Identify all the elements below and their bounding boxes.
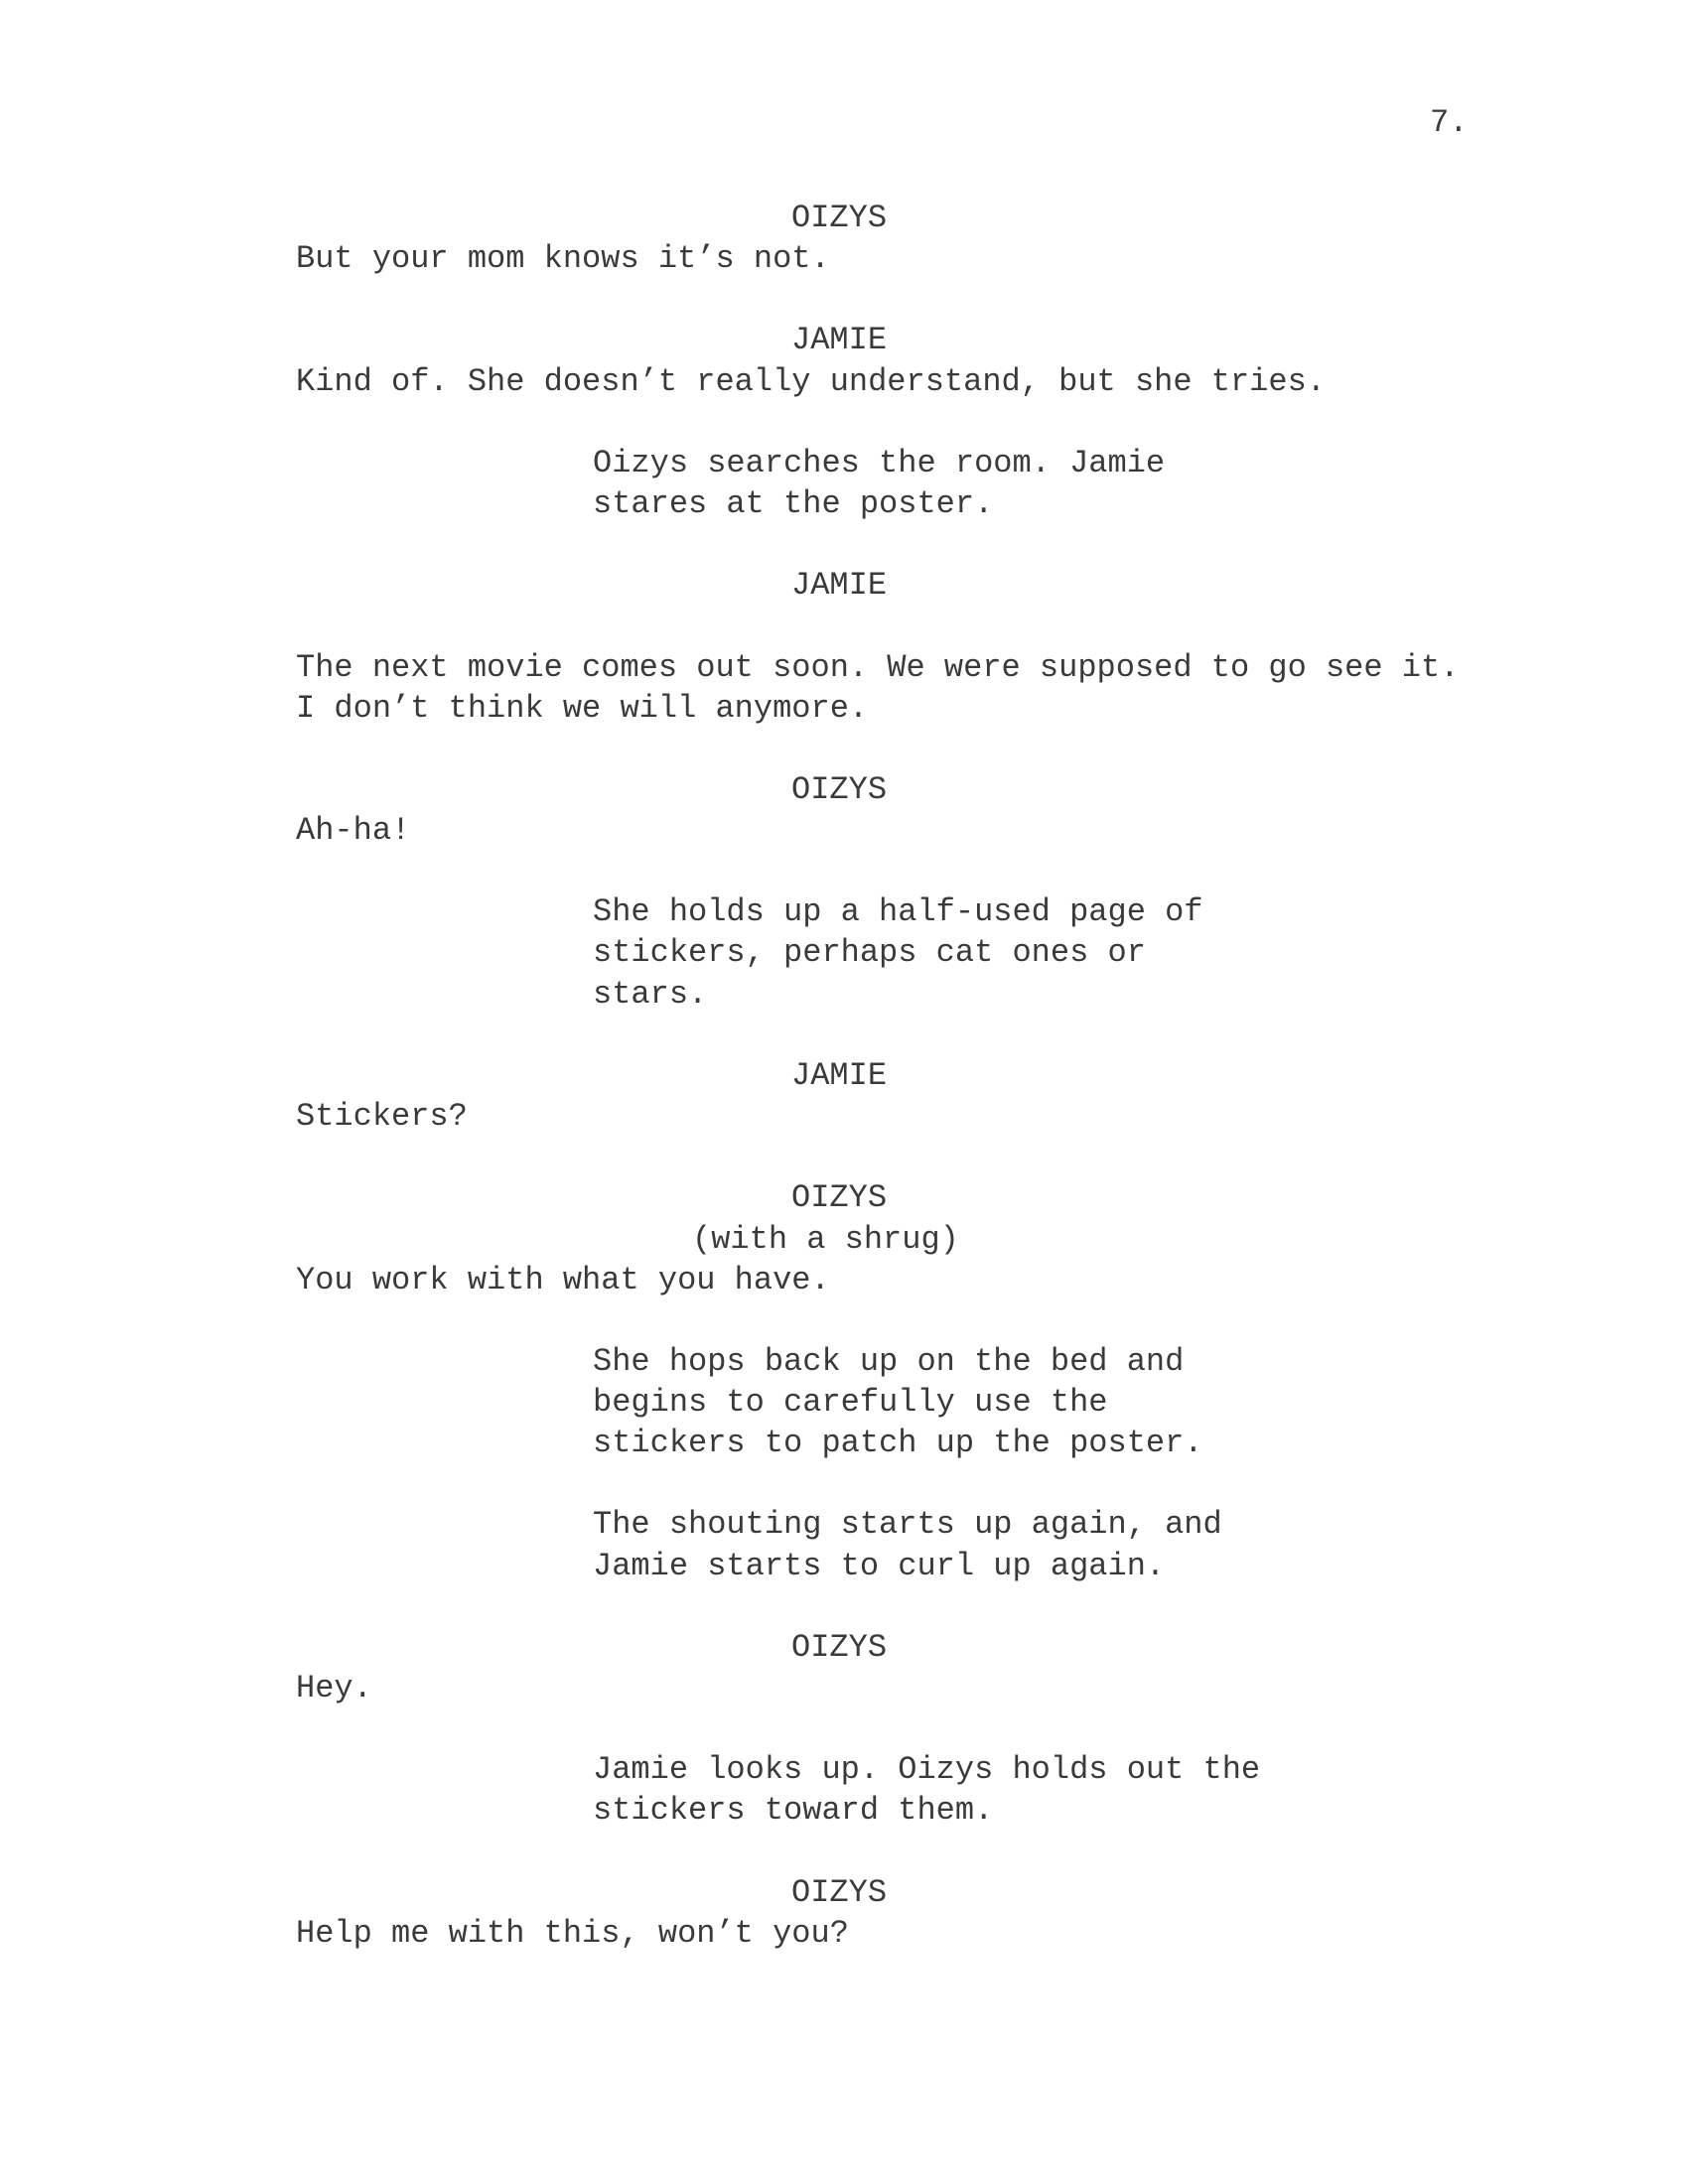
character-name: OIZYS <box>791 771 888 808</box>
character-name: JAMIE <box>791 1057 888 1094</box>
parenthetical: (with a shrug) <box>692 1221 959 1258</box>
action-line: stares at the poster. <box>593 485 994 522</box>
dialogue-line: I don’t think we will anymore. <box>296 690 869 727</box>
dialogue-line: Hey. <box>296 1670 372 1706</box>
character-name: OIZYS <box>791 1874 888 1911</box>
character-name: OIZYS <box>791 200 888 236</box>
dialogue-line: The next movie comes out soon. We were supposed to go see it. <box>296 649 1460 686</box>
action-line: stars. <box>593 976 708 1013</box>
dialogue-line: But your mom knows it’s not. <box>296 240 830 277</box>
character-name: OIZYS <box>791 1179 888 1216</box>
action-line: Jamie looks up. Oizys holds out the <box>593 1751 1261 1788</box>
dialogue-line: You work with what you have. <box>296 1262 830 1298</box>
action-line: She holds up a half-used page of <box>593 893 1203 930</box>
action-line: Oizys searches the room. Jamie <box>593 445 1166 481</box>
character-name: OIZYS <box>791 1629 888 1666</box>
dialogue-line: Stickers? <box>296 1098 468 1135</box>
character-name: JAMIE <box>791 322 888 358</box>
dialogue-line: Kind of. She doesn’t really understand, but she tries. <box>296 363 1326 400</box>
action-line: stickers, perhaps cat ones or <box>593 934 1146 971</box>
page-number: 7. <box>1430 104 1469 141</box>
action-line: The shouting starts up again, and <box>593 1506 1222 1543</box>
action-line: Jamie starts to curl up again. <box>593 1548 1166 1584</box>
dialogue-line: Ah-ha! <box>296 812 411 849</box>
character-name: JAMIE <box>791 567 888 604</box>
dialogue-line: Help me with this, won’t you? <box>296 1915 849 1952</box>
action-line: stickers to patch up the poster. <box>593 1425 1203 1461</box>
action-line: stickers toward them. <box>593 1792 994 1829</box>
action-line: begins to carefully use the <box>593 1384 1108 1421</box>
action-line: She hops back up on the bed and <box>593 1343 1185 1380</box>
